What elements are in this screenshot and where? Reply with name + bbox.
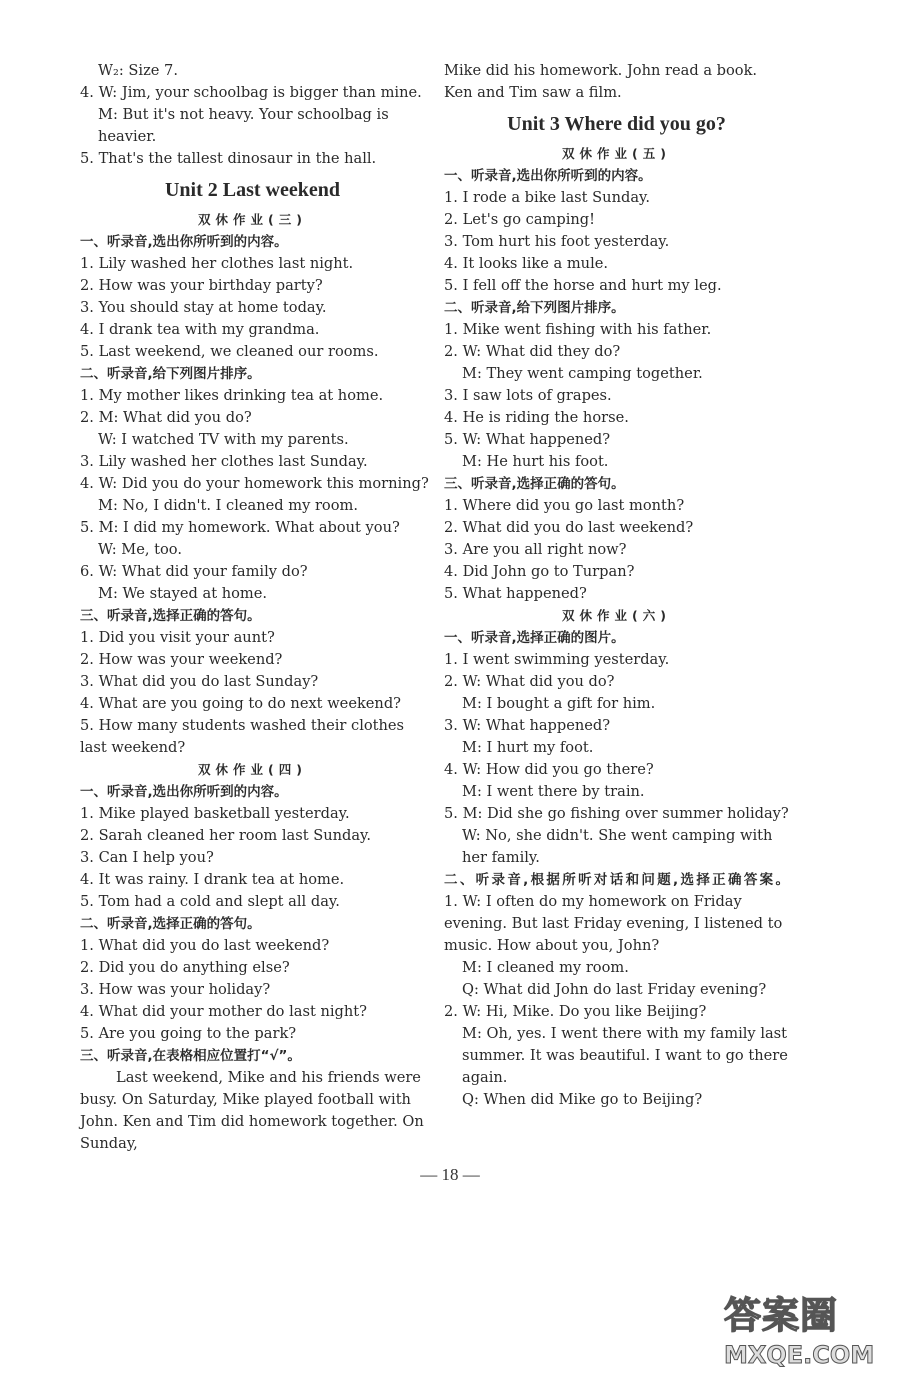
text-line: W: Me, too.: [98, 541, 182, 558]
section-instruction: 一、听录音,选出你所听到的内容。: [444, 168, 652, 184]
text-line: 4. W: How did you go there?: [444, 761, 654, 778]
text-line: 2. W: What did they do?: [444, 343, 621, 360]
text-line: 5. Are you going to the park?: [80, 1025, 297, 1042]
text-line: 1. What did you do last weekend?: [80, 937, 330, 954]
text-line: 5. M: Did she go fishing over summer holiday?: [444, 805, 789, 822]
text-line: Q: What did John do last Friday evening?: [462, 981, 767, 998]
text-line: 4. W: Jim, your schoolbag is bigger than mine.: [80, 84, 422, 101]
text-line: 5. How many students washed their clothes last weekend?: [80, 717, 405, 756]
homework-heading: 双休作业(五): [562, 146, 671, 161]
section-instruction: 一、听录音,选择正确的图片。: [444, 630, 625, 646]
text-line: 4. What did your mother do last night?: [80, 1003, 367, 1020]
unit-heading: Unit 3 Where did you go?: [507, 113, 726, 135]
text-line: 5. W: What happened?: [444, 431, 611, 448]
text-line: 5. I fell off the horse and hurt my leg.: [444, 277, 722, 294]
text-line: M: I went there by train.: [462, 783, 645, 800]
text-line: M: I hurt my foot.: [462, 739, 594, 756]
text-line: 1. My mother likes drinking tea at home.: [80, 387, 384, 404]
text-line: 1. W: I often do my homework on Friday evening. But last Friday evening, I listened to music. How about you, John?: [444, 893, 783, 954]
text-line: 5. Tom had a cold and slept all day.: [80, 893, 340, 910]
text-line: 5. What happened?: [444, 585, 587, 602]
text-line: 3. Can I help you?: [80, 849, 214, 866]
text-line: W: No, she didn't. She went camping with her family.: [462, 827, 773, 866]
text-line: M: They went camping together.: [462, 365, 703, 382]
text-line: 4. Did John go to Turpan?: [444, 563, 635, 580]
section-instruction: 二、听录音,根据所听对话和问题,选择正确答案。: [444, 872, 789, 888]
text-line: 3. Tom hurt his foot yesterday.: [444, 233, 670, 250]
section-instruction: 一、听录音,选出你所听到的内容。: [80, 784, 288, 800]
text-line: 3. W: What happened?: [444, 717, 611, 734]
text-line: 5. That's the tallest dinosaur in the hall.: [80, 150, 377, 167]
text-line: 3. You should stay at home today.: [80, 299, 327, 316]
text-line: 4. What are you going to do next weekend?: [80, 695, 401, 712]
text-line: Q: When did Mike go to Beijing?: [462, 1091, 703, 1108]
section-instruction: 二、听录音,选择正确的答句。: [80, 916, 261, 932]
text-line: 1. Lily washed her clothes last night.: [80, 255, 354, 272]
text-line: M: We stayed at home.: [98, 585, 268, 602]
text-line: 3. I saw lots of grapes.: [444, 387, 612, 404]
section-instruction: 三、听录音,在表格相应位置打“√”。: [80, 1048, 301, 1064]
section-instruction: 三、听录音,选择正确的答句。: [80, 608, 261, 624]
text-line: M: No, I didn't. I cleaned my room.: [98, 497, 358, 514]
text-line: 2. Let's go camping!: [444, 211, 595, 228]
text-line: 1. Mike went fishing with his father.: [444, 321, 712, 338]
text-line: 5. M: I did my homework. What about you?: [80, 519, 400, 536]
text-line: 2. Did you do anything else?: [80, 959, 290, 976]
text-line: M: He hurt his foot.: [462, 453, 609, 470]
text-line: 2. How was your weekend?: [80, 651, 283, 668]
watermark-title: 答案圈: [724, 1294, 838, 1337]
text-line: 3. Are you all right now?: [444, 541, 627, 558]
right-column: [444, 60, 789, 1111]
text-line: 1. Where did you go last month?: [444, 497, 685, 514]
homework-heading: 双休作业(六): [562, 608, 671, 623]
text-line: W: I watched TV with my parents.: [98, 431, 349, 448]
text-line: 3. What did you do last Sunday?: [80, 673, 319, 690]
left-column: [80, 60, 429, 1155]
site-watermark-logo: [724, 1292, 894, 1384]
unit-heading: Unit 2 Last weekend: [164, 179, 340, 201]
text-line: 6. W: What did your family do?: [80, 563, 308, 580]
text-line: 2. What did you do last weekend?: [444, 519, 694, 536]
text-line: 3. How was your holiday?: [80, 981, 271, 998]
passage-paragraph: Last weekend, Mike and his friends were busy. On Saturday, Mike played football with John. Ken and Tim did homework together. On Sunday,: [80, 1069, 424, 1152]
text-line: 1. I went swimming yesterday.: [444, 651, 670, 668]
text-line: M: But it's not heavy. Your schoolbag is heavier.: [98, 106, 389, 145]
text-line: 4. It looks like a mule.: [444, 255, 609, 272]
text-line: M: I cleaned my room.: [462, 959, 629, 976]
section-instruction: 一、听录音,选出你所听到的内容。: [80, 234, 288, 250]
section-instruction: 二、听录音,给下列图片排序。: [444, 300, 625, 316]
text-line: 4. W: Did you do your homework this morning?: [80, 475, 429, 492]
section-instruction: 三、听录音,选择正确的答句。: [444, 476, 625, 492]
text-line: 2. Sarah cleaned her room last Sunday.: [80, 827, 371, 844]
section-instruction: 二、听录音,给下列图片排序。: [80, 366, 261, 382]
text-line: 2. M: What did you do?: [80, 409, 252, 426]
text-line: 4. He is riding the horse.: [444, 409, 629, 426]
homework-heading: 双休作业(四): [198, 762, 307, 777]
text-line: 2. W: What did you do?: [444, 673, 615, 690]
text-line: 3. Lily washed her clothes last Sunday.: [80, 453, 368, 470]
text-line: M: Oh, yes. I went there with my family last summer. It was beautiful. I want to go there again.: [462, 1025, 788, 1086]
text-line: 4. I drank tea with my grandma.: [80, 321, 320, 338]
text-line: 1. Mike played basketball yesterday.: [80, 805, 350, 822]
text-line: W₂: Size 7.: [98, 62, 178, 79]
text-line: 2. How was your birthday party?: [80, 277, 323, 294]
text-line: M: I bought a gift for him.: [462, 695, 656, 712]
text-line: Mike did his homework. John read a book. Ken and Tim saw a film.: [444, 62, 758, 101]
homework-heading: 双休作业(三): [198, 212, 307, 227]
watermark-url: MXQE.COM: [724, 1341, 875, 1369]
text-line: 5. Last weekend, we cleaned our rooms.: [80, 343, 379, 360]
page-number: — 18 —: [420, 1165, 480, 1184]
text-line: 1. Did you visit your aunt?: [80, 629, 275, 646]
text-line: 4. It was rainy. I drank tea at home.: [80, 871, 345, 888]
text-line: 1. I rode a bike last Sunday.: [444, 189, 650, 206]
text-line: 2. W: Hi, Mike. Do you like Beijing?: [444, 1003, 707, 1020]
